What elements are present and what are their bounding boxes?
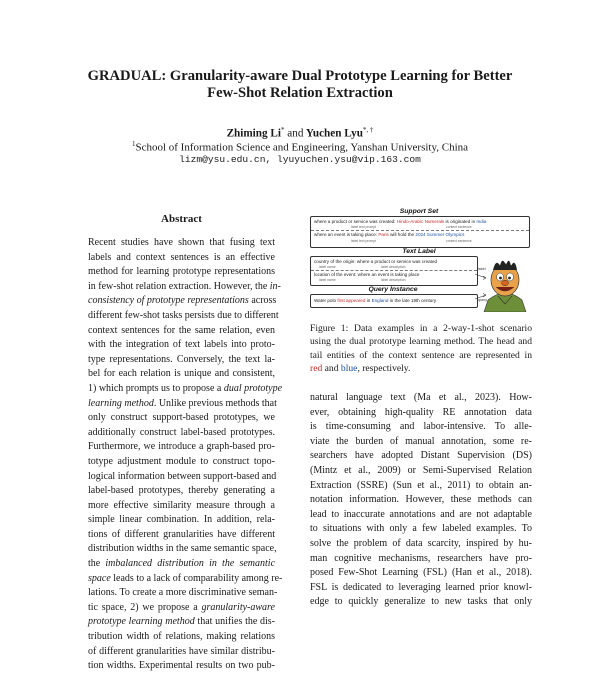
abstract-line: in few-shot relation extraction. However, the in-: [88, 280, 281, 292]
text-label-box: [310, 256, 478, 286]
support-set-box: [310, 216, 530, 248]
body-line: FSL is dedicated to leveraging learned prior knowl-: [310, 581, 532, 593]
tail-entity: 2024 Summer Olympics: [415, 232, 465, 237]
abstract-line: tribution width of relations, making relations: [88, 631, 275, 643]
support-divider: [311, 230, 529, 231]
abstract-line: tion widths. Experimental results on two pub-: [88, 660, 275, 672]
affiliation-text: School of Information Science and Engineering, Yanshan University, China: [135, 141, 469, 154]
label-line-2: location of the event: where an event is taking place: [314, 272, 420, 277]
author-2: Yuchen Lyu: [305, 127, 363, 140]
figure-1-caption: [310, 322, 532, 375]
body-line: notation information. However, these methods can: [310, 494, 532, 506]
abstract-line: of different granularities have similar distribu-: [88, 645, 275, 657]
caption-line: red and blue, respectively.: [310, 362, 411, 374]
body-line: posed Few-Shot Learning (FSL) (Han et al., 2018).: [310, 567, 532, 579]
abstract-line: different few-shot tasks persists due to different: [88, 309, 279, 321]
abstract-line: type representations. Conversely, the text la-: [88, 353, 275, 365]
body-text: [310, 391, 532, 610]
body-line: is time-consuming and labor-intensive. To alle-: [310, 421, 532, 433]
abstract-line: lations. To create a more discriminative seman-: [88, 587, 278, 599]
abstract-line: tic space, 2) we propose a granularity-aware: [88, 601, 275, 613]
body-line: searchers have adopted Distant Supervision (DS): [310, 450, 532, 462]
abstract-line: context sentences for the same relation, even: [88, 324, 275, 336]
body-line: solve the problem of data scarcity, inspired by hu-: [310, 537, 532, 549]
support-line-2: where an event is taking place: Paris will hold the 2024 Summer Olympics: [314, 232, 465, 237]
support-sub-context-2: context sentence: [446, 239, 472, 243]
body-line: lead to inaccurate annotations and are not adaptable: [310, 508, 532, 520]
caption-line: Figure 1: Data examples in a 2-way-1-shot scenario: [310, 323, 532, 334]
abstract-line: Furthermore, we introduce a graph-based pro-: [88, 441, 275, 453]
body-line: (Mintz et al., 2009) or Semi-Supervised Relation: [310, 464, 532, 476]
abstract-line: distribution widths in the same semantic space,: [88, 543, 277, 555]
authors: [60, 126, 540, 140]
support-set-heading: Support Set: [399, 208, 439, 215]
abstract-line: with the integration of text labels into proto-: [88, 339, 275, 351]
body-line: natural language text (Ma et al., 2023). How-: [310, 392, 532, 403]
label-sub-desc-1: label description: [381, 265, 406, 269]
tail-entity: India: [476, 219, 487, 224]
query-instance-heading: Query Instance: [368, 286, 418, 293]
tail-entity: England: [371, 298, 389, 303]
abstract-line: the imbalanced distribution in the semantic: [88, 558, 276, 570]
abstract-line: totype adjustment module to construct topo-: [88, 455, 275, 467]
abstract-heading: Abstract: [161, 213, 202, 225]
abstract-line: only construct support-based prototypes, we: [88, 412, 275, 424]
body-line: man cognitive mechanisms, researchers have pro-: [310, 552, 532, 564]
caption-line: using the dual prototype learning method. The head and: [310, 336, 532, 348]
title-line-2: Few-Shot Relation Extraction: [207, 85, 393, 101]
support-sub-label-2: label text prompt: [351, 239, 377, 243]
author-2-mark: *, †: [362, 126, 374, 134]
support-sub-context-1: context sentence: [446, 225, 472, 229]
authors-and: and: [287, 127, 304, 140]
abstract-line: space leads to a lack of comparability among re-: [88, 572, 283, 584]
body-line: ever, obtaining high-quality RE annotation data: [310, 406, 532, 418]
abstract-line: more effective similarity measure through a: [88, 499, 275, 511]
abstract-line: bel for each relation is unique and consistent,: [88, 368, 275, 380]
head-entity: Hindo-Arabic Numerals: [396, 219, 445, 224]
body-line: Extraction (SSRE) (Sun et al., 2011) to obtain an-: [310, 479, 532, 491]
body-line: edge to quickly generalize to new tasks that only: [310, 596, 532, 608]
label-sub-name-2: label name: [319, 278, 336, 282]
label-tag: label: [478, 267, 486, 271]
label-sub-name-1: label name: [319, 265, 336, 269]
label-sub-desc-2: label description: [381, 278, 406, 282]
query-tag: query: [478, 298, 487, 302]
caption-line: tail entities of the context sentence are represented in: [310, 349, 532, 361]
author-1-mark: *: [280, 126, 285, 134]
abstract-line: prototype learning method that unifies the dis-: [88, 616, 276, 628]
abstract-line: consistency of prototype representations across: [88, 295, 277, 307]
support-sub-label-1: label text prompt: [351, 225, 377, 229]
abstract-body: [88, 236, 283, 674]
body-line: to situations with only a few labeled examples. To: [310, 523, 532, 535]
body-line: viate the burden of manual annotation, some re-: [310, 435, 532, 447]
affiliation-mark: 1: [131, 140, 136, 148]
abstract-line: logical information between support-based and: [88, 470, 277, 482]
abstract-line: Recent studies have shown that fusing text: [88, 237, 275, 248]
abstract-line: 1) which prompts us to propose a dual prototype: [88, 382, 283, 394]
abstract-line: simple linear combination. In addition, rela-: [88, 514, 275, 526]
affiliation: [60, 140, 540, 154]
author-emails: lizm@ysu.edu.cn, lyuyuchen.ysu@vip.163.com: [179, 154, 421, 165]
abstract-line: label-based prototypes, thereby generating a: [88, 485, 275, 497]
head-entity: first appeared: [337, 298, 366, 303]
abstract-line: additionally construct label-based prototypes.: [88, 426, 275, 438]
head-entity: Paris: [378, 232, 389, 237]
label-divider: [311, 270, 477, 271]
support-line-1: where a product or service was created: Hindo-Arabic Numerals is originated in India: [314, 219, 487, 224]
title-line-1: GRADUAL: Granularity-aware Dual Prototype Learning for Better: [87, 68, 513, 84]
abstract-line: method for learning prototype representations: [88, 266, 275, 278]
label-line-1: country of the origin: where a product or service was created: [314, 259, 438, 264]
paper-title: [60, 68, 540, 102]
text-label-heading: Text Label: [402, 248, 436, 255]
query-line: Water polo first appeared in England in the late 19th century: [314, 298, 437, 303]
author-1: Zhiming Li: [226, 127, 281, 140]
figure-1: [310, 208, 528, 314]
abstract-line: learning method. Unlike previous methods that: [88, 397, 277, 409]
query-instance-box: [310, 294, 478, 308]
abstract-line: labels and context sentences is an effective: [88, 251, 275, 263]
abstract-line: tions of different granularities have different: [88, 528, 275, 540]
